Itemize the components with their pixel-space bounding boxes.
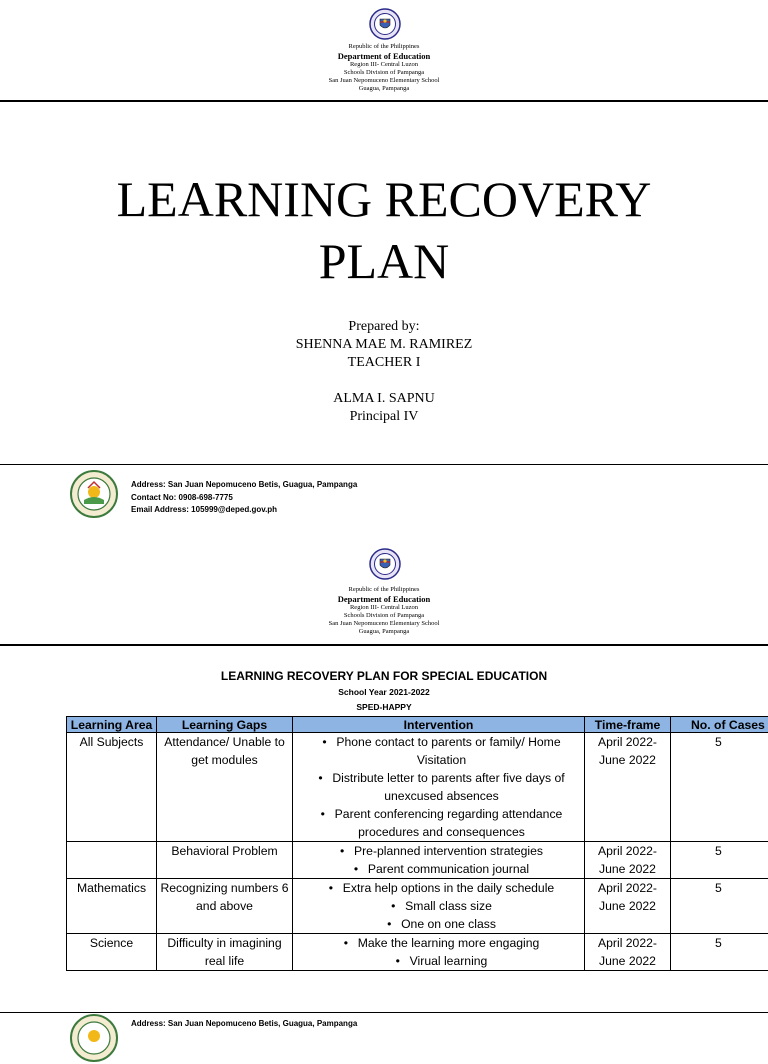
header-region: Region III- Central Luzon (0, 61, 768, 69)
school-logo-icon (70, 470, 118, 518)
intervention-text: One on one class (401, 917, 496, 931)
list-item: • Distribute letter to parents after five days of unexcused absences (302, 769, 581, 805)
deped-seal-icon (369, 548, 401, 580)
timeframe-cell: April 2022- June 2022 (585, 842, 671, 879)
principal-position: Principal IV (0, 408, 768, 426)
learning-gap-cell: Difficulty in imagining real life (157, 934, 293, 971)
column-header: Learning Area (67, 717, 157, 733)
prepared-by-block (0, 318, 768, 426)
header-division: Schools Division of Pampanga (0, 69, 768, 77)
list-item: • One on one class (302, 915, 581, 933)
preparer-position: TEACHER I (0, 354, 768, 372)
intervention-text: Distribute letter to parents after five days of unexcused absences (332, 771, 564, 803)
list-item: • Parent communication journal (302, 860, 581, 878)
intervention-text: Phone contact to parents or family/ Home Visitation (336, 735, 560, 767)
learning-gap-cell: Attendance/ Unable to get modules (157, 733, 293, 842)
deped-header (0, 43, 768, 93)
table-row (67, 733, 768, 842)
school-logo-icon (70, 1014, 118, 1062)
table-row (67, 934, 768, 971)
list-item: • Small class size (302, 897, 581, 915)
list-item: • Make the learning more engaging (302, 934, 581, 952)
learning-area-cell (67, 842, 157, 879)
cover-title-line1: LEARNING RECOVERY (0, 168, 768, 230)
plan-title: LEARNING RECOVERY PLAN FOR SPECIAL EDUCATION (0, 669, 768, 683)
intervention-text: Extra help options in the daily schedule (343, 881, 554, 895)
header-divider (0, 644, 768, 646)
column-header: No. of Cases (671, 717, 768, 733)
header-location: Guagua, Pampanga (0, 628, 768, 636)
cases-cell: 5 (671, 934, 768, 971)
header-republic: Republic of the Philippines (0, 43, 768, 51)
header-region: Region III- Central Luzon (0, 604, 768, 612)
column-header: Learning Gaps (157, 717, 293, 733)
intervention-cell (293, 733, 585, 842)
header-divider (0, 100, 768, 102)
intervention-text: Virual learning (410, 954, 488, 968)
learning-area-cell: Science (67, 934, 157, 971)
column-header: Intervention (293, 717, 585, 733)
intervention-text: Make the learning more engaging (358, 936, 540, 950)
header-division: Schools Division of Pampanga (0, 612, 768, 620)
learning-gap-cell: Behavioral Problem (157, 842, 293, 879)
intervention-text: Pre-planned intervention strategies (354, 844, 543, 858)
cases-cell: 5 (671, 879, 768, 934)
footer-address: Address: San Juan Nepomuceno Betis, Guagua, Pampanga (131, 1018, 357, 1031)
cases-cell: 5 (671, 842, 768, 879)
column-header: Time-frame (585, 717, 671, 733)
cover-page (0, 0, 768, 530)
cases-cell: 5 (671, 733, 768, 842)
header-location: Guagua, Pampanga (0, 85, 768, 93)
deped-seal-icon (369, 8, 401, 40)
principal-name: ALMA I. SAPNU (0, 390, 768, 408)
list-item: • Virual learning (302, 952, 581, 970)
intervention-cell (293, 934, 585, 971)
footer-divider (0, 464, 768, 465)
intervention-text: Parent conferencing regarding attendance procedures and consequences (335, 807, 563, 839)
timeframe-cell: April 2022- June 2022 (585, 879, 671, 934)
timeframe-cell: April 2022- June 2022 (585, 934, 671, 971)
intervention-text: Small class size (405, 899, 492, 913)
learning-gap-cell: Recognizing numbers 6 and above (157, 879, 293, 934)
prepared-by-label: Prepared by: (0, 318, 768, 336)
learning-area-cell: All Subjects (67, 733, 157, 842)
list-item: • Parent conferencing regarding attendance procedures and consequences (302, 805, 581, 841)
header-department: Department of Education (0, 594, 768, 604)
table-row (67, 842, 768, 879)
school-footer (70, 1014, 750, 1064)
recovery-plan-table (66, 716, 768, 971)
preparer-name: SHENNA MAE M. RAMIREZ (0, 336, 768, 354)
footer-address: Address: San Juan Nepomuceno Betis, Guagua, Pampanga (131, 479, 357, 492)
cover-title (0, 168, 768, 292)
header-department: Department of Education (0, 51, 768, 61)
footer-email[interactable]: Email Address: 105999@deped.gov.ph (131, 504, 357, 517)
deped-header (0, 586, 768, 636)
timeframe-cell: April 2022- June 2022 (585, 733, 671, 842)
list-item: • Pre-planned intervention strategies (302, 842, 581, 860)
intervention-text: Parent communication journal (368, 862, 529, 876)
header-school: San Juan Nepomuceno Elementary School (0, 77, 768, 85)
footer-divider (0, 1012, 768, 1013)
plan-section: SPED-HAPPY (0, 702, 768, 712)
plan-page (0, 530, 768, 1024)
learning-area-cell: Mathematics (67, 879, 157, 934)
school-footer (70, 470, 750, 520)
list-item: • Extra help options in the daily schedule (302, 879, 581, 897)
header-school: San Juan Nepomuceno Elementary School (0, 620, 768, 628)
footer-contact: Contact No: 0908-698-7775 (131, 492, 357, 505)
header-republic: Republic of the Philippines (0, 586, 768, 594)
list-item: • Phone contact to parents or family/ Home Visitation (302, 733, 581, 769)
intervention-cell (293, 842, 585, 879)
table-row (67, 879, 768, 934)
intervention-cell (293, 879, 585, 934)
cover-title-line2: PLAN (0, 230, 768, 292)
plan-school-year: School Year 2021-2022 (0, 687, 768, 697)
table-header-row (67, 717, 768, 733)
